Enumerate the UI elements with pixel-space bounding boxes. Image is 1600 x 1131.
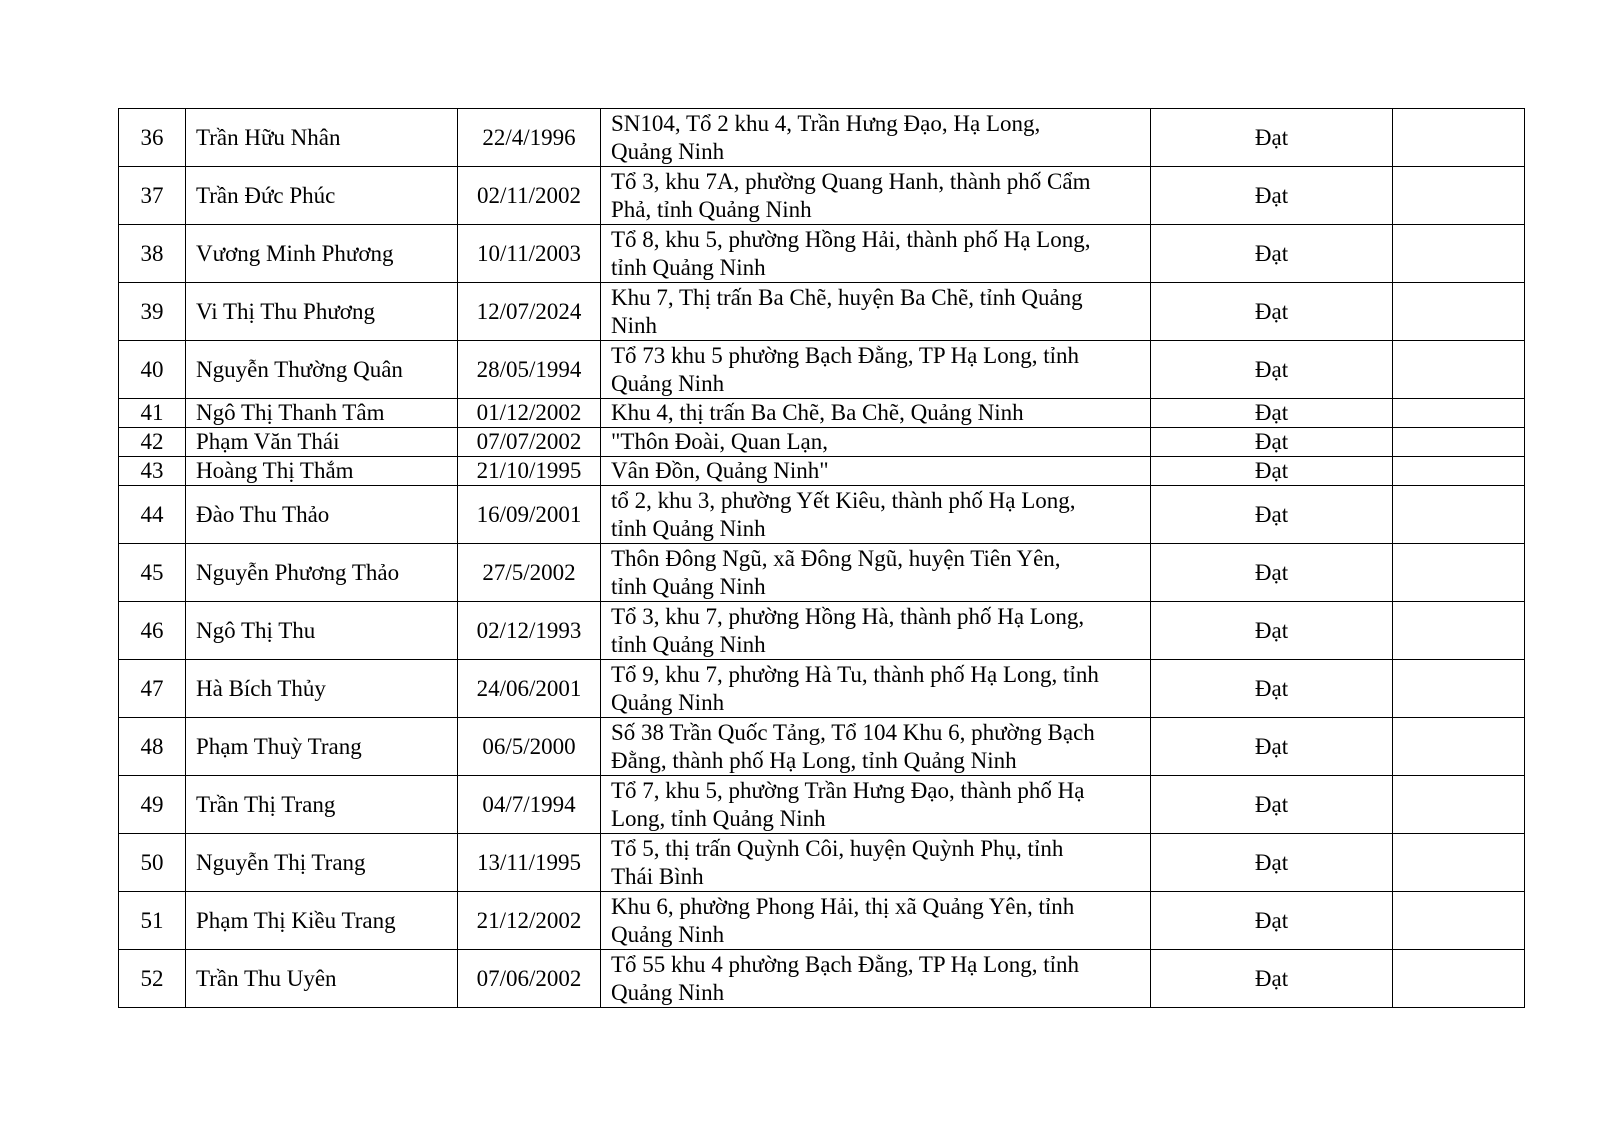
table-row <box>119 399 1525 428</box>
row-number-cell: 52 <box>119 950 186 1008</box>
birth-date-cell: 28/05/1994 <box>458 341 601 399</box>
address-line: Đằng, thành phố Hạ Long, tỉnh Quảng Ninh <box>611 747 1017 773</box>
birth-date-cell: 07/07/2002 <box>458 428 601 457</box>
table-row <box>119 834 1525 892</box>
note-cell <box>1393 109 1525 167</box>
result-cell: Đạt <box>1151 660 1393 718</box>
note-cell <box>1393 660 1525 718</box>
address-line: Quảng Ninh <box>611 921 725 947</box>
birth-date-cell: 16/09/2001 <box>458 486 601 544</box>
address-cell <box>601 834 1151 892</box>
note-cell <box>1393 892 1525 950</box>
address-line: Thái Bình <box>611 863 704 889</box>
result-cell: Đạt <box>1151 399 1393 428</box>
address-cell <box>601 399 1151 428</box>
result-cell: Đạt <box>1151 341 1393 399</box>
address-cell <box>601 167 1151 225</box>
result-cell: Đạt <box>1151 109 1393 167</box>
row-number-cell: 39 <box>119 283 186 341</box>
address-line: Khu 7, Thị trấn Ba Chẽ, huyện Ba Chẽ, tỉnh Quảng <box>611 284 1083 310</box>
table-row <box>119 776 1525 834</box>
result-cell: Đạt <box>1151 225 1393 283</box>
address-line: Khu 6, phường Phong Hải, thị xã Quảng Yên, tỉnh <box>611 893 1075 919</box>
row-number-cell: 41 <box>119 399 186 428</box>
row-number-cell: 37 <box>119 167 186 225</box>
address-cell <box>601 109 1151 167</box>
name-cell: Vương Minh Phương <box>186 225 458 283</box>
result-cell: Đạt <box>1151 776 1393 834</box>
address-cell <box>601 341 1151 399</box>
address-cell <box>601 486 1151 544</box>
row-number-cell: 48 <box>119 718 186 776</box>
name-cell: Ngô Thị Thu <box>186 602 458 660</box>
note-cell <box>1393 428 1525 457</box>
note-cell <box>1393 834 1525 892</box>
name-cell: Trần Hữu Nhân <box>186 109 458 167</box>
address-line: Tổ 3, khu 7A, phường Quang Hanh, thành phố Cẩm <box>611 168 1091 194</box>
result-cell: Đạt <box>1151 834 1393 892</box>
note-cell <box>1393 950 1525 1008</box>
birth-date-cell: 21/10/1995 <box>458 457 601 486</box>
table-row <box>119 950 1525 1008</box>
note-cell <box>1393 602 1525 660</box>
table-row <box>119 341 1525 399</box>
name-cell: Ngô Thị Thanh Tâm <box>186 399 458 428</box>
address-line: Khu 4, thị trấn Ba Chẽ, Ba Chẽ, Quảng Ninh <box>611 400 1024 425</box>
result-cell: Đạt <box>1151 457 1393 486</box>
note-cell <box>1393 399 1525 428</box>
birth-date-cell: 10/11/2003 <box>458 225 601 283</box>
row-number-cell: 42 <box>119 428 186 457</box>
table-row <box>119 602 1525 660</box>
address-cell <box>601 544 1151 602</box>
table-row <box>119 167 1525 225</box>
address-cell <box>601 457 1151 486</box>
address-line: Thôn Đông Ngũ, xã Đông Ngũ, huyện Tiên Yên, <box>611 545 1061 571</box>
address-cell <box>601 660 1151 718</box>
table-row <box>119 718 1525 776</box>
note-cell <box>1393 718 1525 776</box>
name-cell: Trần Đức Phúc <box>186 167 458 225</box>
address-cell <box>601 776 1151 834</box>
address-line: Tổ 8, khu 5, phường Hồng Hải, thành phố Hạ Long, <box>611 226 1091 252</box>
table-row <box>119 660 1525 718</box>
address-cell <box>601 718 1151 776</box>
name-cell: Nguyễn Phương Thảo <box>186 544 458 602</box>
address-line: "Thôn Đoài, Quan Lạn, <box>611 429 828 454</box>
table-row <box>119 486 1525 544</box>
note-cell <box>1393 776 1525 834</box>
birth-date-cell: 02/11/2002 <box>458 167 601 225</box>
table-row <box>119 457 1525 486</box>
row-number-cell: 51 <box>119 892 186 950</box>
row-number-cell: 47 <box>119 660 186 718</box>
birth-date-cell: 07/06/2002 <box>458 950 601 1008</box>
name-cell: Phạm Văn Thái <box>186 428 458 457</box>
birth-date-cell: 06/5/2000 <box>458 718 601 776</box>
row-number-cell: 44 <box>119 486 186 544</box>
name-cell: Trần Thu Uyên <box>186 950 458 1008</box>
birth-date-cell: 02/12/1993 <box>458 602 601 660</box>
row-number-cell: 49 <box>119 776 186 834</box>
address-line: Tổ 5, thị trấn Quỳnh Côi, huyện Quỳnh Phụ, tỉnh <box>611 835 1064 861</box>
row-number-cell: 43 <box>119 457 186 486</box>
address-cell <box>601 225 1151 283</box>
birth-date-cell: 13/11/1995 <box>458 834 601 892</box>
row-number-cell: 38 <box>119 225 186 283</box>
address-line: tỉnh Quảng Ninh <box>611 254 766 280</box>
address-line: tỉnh Quảng Ninh <box>611 515 766 541</box>
note-cell <box>1393 486 1525 544</box>
candidate-table <box>118 108 1525 1008</box>
address-line: Quảng Ninh <box>611 138 725 164</box>
name-cell: Hà Bích Thủy <box>186 660 458 718</box>
address-line: Long, tỉnh Quảng Ninh <box>611 805 826 831</box>
address-line: Quảng Ninh <box>611 979 725 1005</box>
address-line: Số 38 Trần Quốc Tảng, Tổ 104 Khu 6, phường Bạch <box>611 719 1095 745</box>
address-line: SN104, Tổ 2 khu 4, Trần Hưng Đạo, Hạ Long, <box>611 110 1041 136</box>
table-body <box>119 109 1525 1008</box>
table-row <box>119 283 1525 341</box>
name-cell: Phạm Thị Kiều Trang <box>186 892 458 950</box>
address-cell <box>601 950 1151 1008</box>
row-number-cell: 40 <box>119 341 186 399</box>
name-cell: Nguyễn Thị Trang <box>186 834 458 892</box>
address-line: Tổ 55 khu 4 phường Bạch Đằng, TP Hạ Long, tỉnh <box>611 951 1079 977</box>
name-cell: Trần Thị Trang <box>186 776 458 834</box>
result-cell: Đạt <box>1151 950 1393 1008</box>
address-line: Tổ 7, khu 5, phường Trần Hưng Đạo, thành phố Hạ <box>611 777 1085 803</box>
result-cell: Đạt <box>1151 544 1393 602</box>
note-cell <box>1393 457 1525 486</box>
address-line: Quảng Ninh <box>611 370 725 396</box>
address-line: Tổ 9, khu 7, phường Hà Tu, thành phố Hạ Long, tỉnh <box>611 661 1099 687</box>
table-row <box>119 544 1525 602</box>
birth-date-cell: 27/5/2002 <box>458 544 601 602</box>
table-row <box>119 892 1525 950</box>
table-row <box>119 225 1525 283</box>
document-page <box>118 108 1524 1008</box>
birth-date-cell: 24/06/2001 <box>458 660 601 718</box>
birth-date-cell: 22/4/1996 <box>458 109 601 167</box>
row-number-cell: 36 <box>119 109 186 167</box>
address-line: Vân Đồn, Quảng Ninh" <box>611 458 829 483</box>
address-line: Quảng Ninh <box>611 689 725 715</box>
address-line: Ninh <box>611 312 657 338</box>
name-cell: Hoàng Thị Thắm <box>186 457 458 486</box>
row-number-cell: 45 <box>119 544 186 602</box>
address-line: Phả, tỉnh Quảng Ninh <box>611 196 812 222</box>
result-cell: Đạt <box>1151 486 1393 544</box>
row-number-cell: 50 <box>119 834 186 892</box>
note-cell <box>1393 544 1525 602</box>
table-row <box>119 109 1525 167</box>
address-line: tỉnh Quảng Ninh <box>611 573 766 599</box>
birth-date-cell: 21/12/2002 <box>458 892 601 950</box>
result-cell: Đạt <box>1151 892 1393 950</box>
result-cell: Đạt <box>1151 718 1393 776</box>
name-cell: Nguyễn Thường Quân <box>186 341 458 399</box>
result-cell: Đạt <box>1151 602 1393 660</box>
row-number-cell: 46 <box>119 602 186 660</box>
result-cell: Đạt <box>1151 283 1393 341</box>
name-cell: Phạm Thuỳ Trang <box>186 718 458 776</box>
address-line: tổ 2, khu 3, phường Yết Kiêu, thành phố Hạ Long, <box>611 487 1076 513</box>
note-cell <box>1393 341 1525 399</box>
address-cell <box>601 428 1151 457</box>
note-cell <box>1393 167 1525 225</box>
birth-date-cell: 12/07/2024 <box>458 283 601 341</box>
address-line: Tổ 3, khu 7, phường Hồng Hà, thành phố Hạ Long, <box>611 603 1085 629</box>
result-cell: Đạt <box>1151 428 1393 457</box>
result-cell: Đạt <box>1151 167 1393 225</box>
address-cell <box>601 892 1151 950</box>
note-cell <box>1393 283 1525 341</box>
name-cell: Đào Thu Thảo <box>186 486 458 544</box>
address-line: Tổ 73 khu 5 phường Bạch Đằng, TP Hạ Long, tỉnh <box>611 342 1079 368</box>
address-cell <box>601 283 1151 341</box>
name-cell: Vi Thị Thu Phương <box>186 283 458 341</box>
birth-date-cell: 04/7/1994 <box>458 776 601 834</box>
address-line: tỉnh Quảng Ninh <box>611 631 766 657</box>
table-row <box>119 428 1525 457</box>
address-cell <box>601 602 1151 660</box>
note-cell <box>1393 225 1525 283</box>
birth-date-cell: 01/12/2002 <box>458 399 601 428</box>
